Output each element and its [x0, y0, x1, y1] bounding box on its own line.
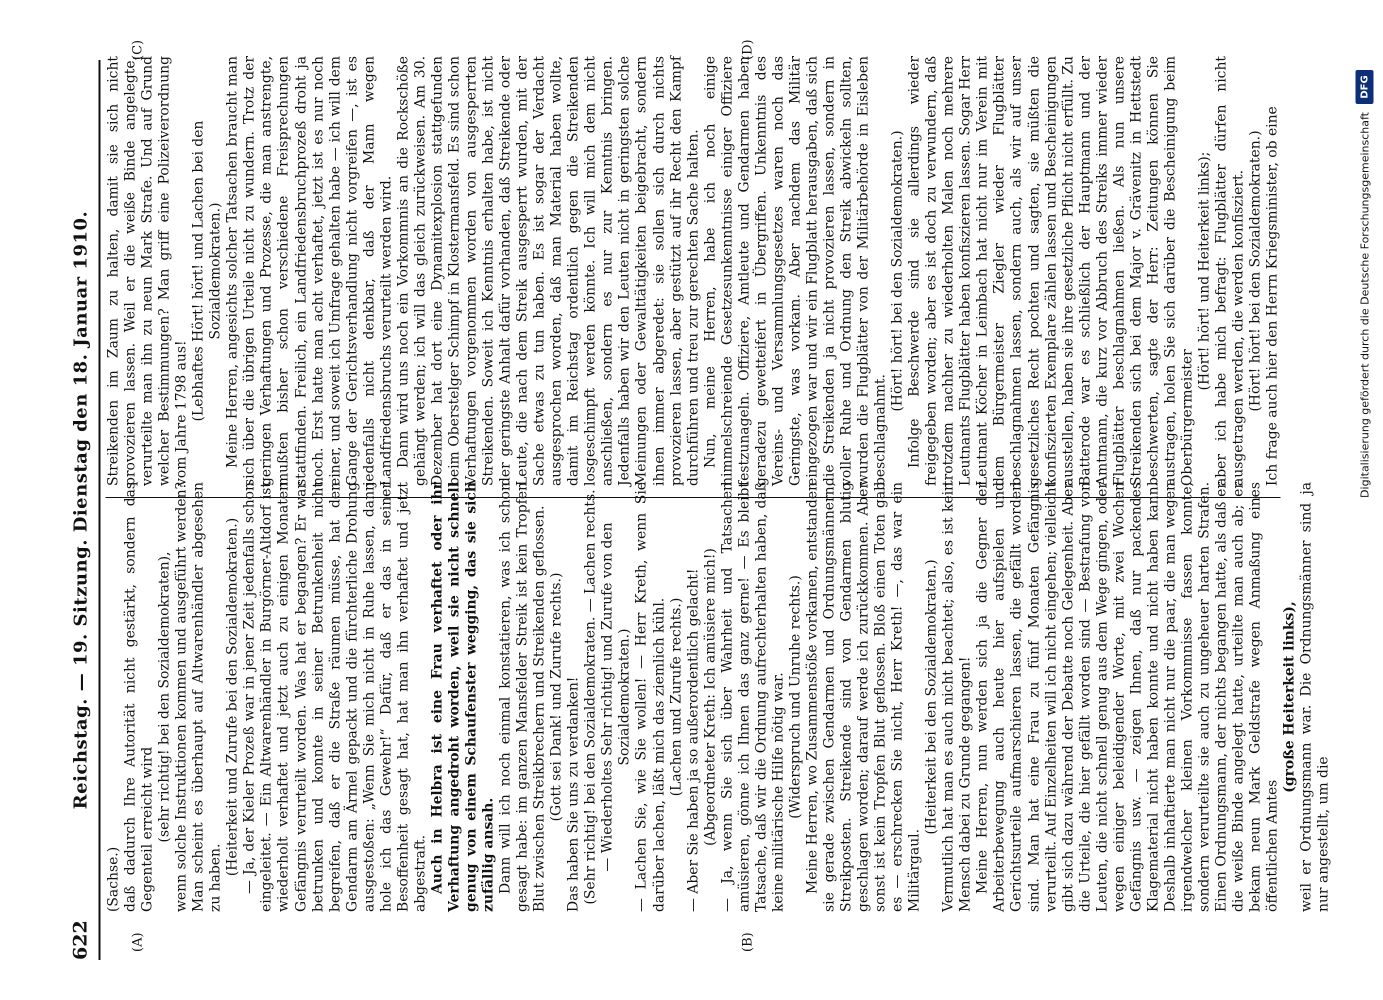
left-column-paragraph: — Ja, der Kieler Prozeß war in jener Zeit jedenfalls schon eingeleitet. — Ein Altwarenhändler in Burgörner-Altdorf ist wiederholt verhaftet und jetzt auch zu einigen Monaten Gefängnis verurteilt worden. Was hat er begangen? Er war betrunken und konnte in seiner Betrunkenheit nicht begreifen, daß er die Straße räumen müsse, hat den Gendarm am Ärmel gepackt und die fürchterliche Drohung ausgestoßen: „Wenn Sie mich nicht in Ruhe lassen, dann hole ich das Gewehr!“ Dafür, daß er das in seiner Besoffenheit gesagt hat, hat man ihn verhaftet und jetzt abgestraft. [241, 482, 428, 912]
left-column-paragraph: Meine Herren, nun werden sich ja die Gegner der Arbeiterbewegung auch heute hier aufspielen und Gerichtsurteile aufmarschieren lassen, die gefällt worden sind. Man hat eine Frau zu fünf Monaten Gefängnis verurteilt. Auf Einzelheiten will ich nicht eingehen; vielleicht gibt sich dazu während der Debatte noch Gelegenheit. Aber die Urteile, die hier gefällt worden sind — Bestrafung von Leuten, die nicht schnell genug aus dem Wege gingen, oder wegen einiger beleidigender Worte, mit zwei Wochen Gefängnis usw. — zeigen Ihnen, daß nur packendes Klagematerial nicht haben konnte und nicht haben kann. Deshalb inhaftierte man nicht nur die paar, die man wegen irgendwelcher kleinen Vorkommnisse fassen konnte, sondern verurteilte sie auch zu ungeheuer harten Strafen. Einen Ordnungsmann, der nichts begangen hatte, als daß er die weiße Binde angelegt hatte, urteilte man auch ab; er bekam neun Mark Geldstrafe wegen Anmaßung eines öffentlichen Amtes [974, 482, 1281, 912]
left-column-paragraph: Das haben Sie uns zu verdanken! [565, 676, 582, 912]
margin-marker-a: (A) [130, 932, 145, 952]
right-column-paragraph: Streikenden im Zaum zu halten, damit sie sich nicht provozieren lassen. Weil er die weiße Binde angelegte, verurteilte man ihn zu neun Mark Strafe. Und auf Grund welcher Bestimmungen? Man griff eine Polizeiverordnung vom Jahre 1798 aus! [105, 56, 190, 486]
left-column-paragraph: (Sehr richtig! bei den Sozialdemokraten. — Lachen rechts. — Wiederholtes Sehr richtig! und Zurufe von den Sozialdemokraten.) [582, 489, 633, 905]
section-label: (Sachse.) [105, 846, 121, 912]
left-column-paragraph: wenn solche Instruktionen kommen und ausgeführt werden? Man scheint es überhaupt auf Altwarenhändler abgesehen zu haben. [173, 482, 224, 912]
running-title: Reichstag. — 19. Sitzung. Dienstag den 18. Januar 1910. [69, 210, 91, 810]
right-column-paragraph: Dann wird uns noch ein Vorkommnis an die Rockschöße gehängt werden; ich will das gleich zurückweisen. Am 30. Dezember hat dort eine Dynamitexplosion stattgefunden beim Oberstelger Schimpf in Klostermansfeld. Es sind schon Verhaftungen vorgenommen worden von ausgesperrten Streikenden. Soweit ich Kenntnis erhalten habe, ist nicht der geringste Anhalt dafür vorhanden, daß Streikende oder Leute, die nach dem Streik ausgesperrt wurden, mit der Sache etwas zu tun haben. Es ist sogar der Verdacht ausgesprochen worden, daß man Material haben wollte, damit im Reichstag ordentlich gegen die Streikenden losgeschimpft werden könnte. Ich will mich dem nicht anschließen, sondern es nur zur Kenntnis bringen. Jedenfalls haben wir den Leuten nicht in geringsten solche Meinungen oder Gewalttätigkeiten beigebracht, sondern ihnen immer abgeredet: sie sollen sich durch nichts provozieren lassen, aber gestützt auf ihr Recht den Kampf durchführen und treu zur gerechten Sache halten. [394, 56, 701, 486]
left-column-paragraph: — Ja, wenn Sie sich über Wahrheit und Tatsachen amüsieren, gönne ich Ihnen das ganz gerne! — Es bleibt Tatsache, daß wir die Ordnung aufrechterhalten haben, daß keine militärische Hilfe nötig war. [718, 482, 786, 912]
left-column-paragraph: Meine Herren, wo Zusammenstöße vorkamen, entstanden sie gerade zwischen Gendarmen und Ordnungsmännern, Streikposten. Streikende sind von Gendarmen blutig geschlagen worden; darauf werde ich zurückkommen. Aber sonst ist kein Tropfen Blut geflossen. Bloß einen Toten gab es — erschrecken Sie nicht, Herr Kreth! —, das war ein Militärgaul. [803, 482, 923, 912]
right-column-paragraph: (Lebhaftes Hört! hört! und Lachen bei den Sozialdemokraten.) [190, 120, 224, 422]
left-column-paragraph: — Lachen Sie, wie Sie wollen! — Herr Kreth, wenn Sie darüber lachen, läßt mich das ziemlich kühl. [633, 482, 667, 912]
margin-marker-b: (B) [740, 932, 755, 952]
left-column-paragraph: — Aber Sie haben ja so außerordentlich gelacht! [684, 568, 701, 912]
right-column [105, 56, 1281, 486]
left-column-paragraph: daß dadurch Ihre Autorität nicht gestärkt, sondern das Gegenteil erreicht wird [122, 482, 156, 912]
right-column-body [105, 56, 1281, 486]
margin-marker-c: (C) [130, 39, 145, 60]
margin-marker-d: (D) [740, 39, 755, 60]
left-column-paragraph: (Widerspruch und Unruhe rechts.) [786, 575, 803, 819]
right-column-paragraph: Infolge Beschwerde sind sie allerdings wieder freigegeben worden; aber es ist doch zu verwundern, daß trotzdem nachher zu wiederholten Malen noch mehrere Leutnants Flugblätter haben konfiszieren lassen. Sogar Herr Leutnant Köcher in Leimbach hat nicht nur im Verein mit dem Bürgermeister Ziegler wieder Flugblätter beschlagnahmen lassen, sondern auch, als wir auf unser gesetzliches Recht pochten und sagten, sie müßten die konfiszierten Exemplare zählen lassen und Bescheinigungen ausstellen, haben sie ihre gesetzliche Pflicht nicht erfüllt. Zu Batterode war es schließlich der Hauptmann und der Amtmann, die kurz vor Abbruch des Streiks immer wieder Flugblätter beschlagnahmen ließen. Als nun unsere Streikenden sich bei dem Major v. Grävenitz in Hettstedt beschwerten, sagte der Herr: Zeitungen können Sie austragen, holen Sie sich darüber die Bescheinigung beim Oberbürgermeister [906, 56, 1195, 486]
right-column-paragraph: aber ich habe mich befragt: Flugblätter dürfen nicht ausgetragen werden, die werden konfisziert. [1213, 56, 1247, 486]
left-column-paragraph: (Abgeordneter Kreth: Ich amüsiere mich!) [701, 548, 718, 846]
left-column-paragraph: (große Heiterkeit links), [1281, 601, 1298, 793]
left-column-paragraph: Auch in Helbra ist eine Frau verhaftet oder ihr Verhaftung angedroht worden, weil sie nicht schnell genug von einem Schaufenster wegging, das sie sich zufällig ansah. [428, 482, 497, 912]
page-number: 622 [69, 920, 91, 960]
dfg-logo: DFG [1355, 70, 1373, 104]
left-column-paragraph: (Heiterkeit und Zurufe bei den Sozialdemokraten.) [224, 517, 241, 877]
left-column-paragraph: Dann will ich noch einmal konstatieren, was ich schon gesagt habe: im ganzen Mansfelder Streik ist kein Tropfen Blut zwischen Streikbrechern und Streikenden geflossen. [497, 482, 548, 912]
right-column-paragraph: Ich frage auch hier den Herrn Kriegsminister, ob eine [1264, 106, 1281, 486]
right-column-paragraph: Meine Herren, angesichts solcher Tatsachen braucht man sich über die übrigen Urteile nicht zu wundern. Trotz der geringen Verhaftungen und Prozesse, die man anstrengte, mußten bisher schon verschiedene Freisprechungen stattfinden. Freilich, ein Landfriedensbruchprozeß droht ja noch. Erst hatte man acht verhaftet, jetzt ist es nur noch einer, und soweit ich Umfrage gehalten habe — ich will dem Gange der Gerichtsverhandlung nicht vorgreifen —, ist es jedenfalls nicht denkbar, daß der Mann wegen Landfriedensbruchs verurteilt werden wird. [224, 56, 394, 486]
left-column-paragraph: Vermutlich hat man es auch nicht beachtet; also, es ist kein Mensch dabei zu Grunde gegangen! [940, 482, 974, 912]
page-header [62, 60, 100, 960]
left-column-paragraph: (Lachen und Zurufe rechts.) [667, 597, 684, 797]
credit-text: Digitalisierung gefördert durch die Deutsche Forschungsgemeinschaft [1357, 112, 1371, 498]
left-column-paragraph: (Gott sei Dank! und Zurufe rechts.) [548, 572, 565, 822]
digitization-credit [1353, 70, 1375, 860]
left-column-paragraph: weil er Ordnungsmann war. Die Ordnungsmänner sind ja nur angestellt, um die [1298, 482, 1332, 912]
column-divider [105, 497, 1280, 498]
right-column-paragraph: (Hört! hört! bei den Sozialdemokraten.) [889, 130, 906, 412]
right-column-paragraph: (Hört! hört! und Heiterkeit links); [1196, 151, 1212, 391]
left-column-paragraph: (sehr richtig! bei den Sozialdemokraten), [156, 551, 173, 843]
right-column-paragraph: Nun, meine Herren, habe ich noch einige himmelschreiende Gesetzesunkenntnisse einiger Offiziere festzunageln. Offiziere, Amtleute und Gendarmen haben geradezu gewetteifert in Übergriffen. Unkenntnis des Vereins- und Versammlungsgesetzes waren noch das Geringste, was vorkam. Aber nachdem das Militär eingezogen war und wir ein Flugblatt herausgaben, daß sich die Streikenden ja nicht provozieren lassen, sondern in voller Ruhe und Ordnung den Streik abwickeln sollten, wurden die Flugblätter von der Militärbehörde in Eisleben beschlagnahmt. [701, 56, 889, 486]
right-column-paragraph: (Hört! hört! bei den Sozialdemokraten.) [1247, 130, 1264, 412]
left-column-paragraph: (Heiterkeit bei den Sozialdemokraten.) [923, 559, 940, 835]
left-column-body [122, 482, 1332, 912]
left-column [105, 482, 1332, 912]
